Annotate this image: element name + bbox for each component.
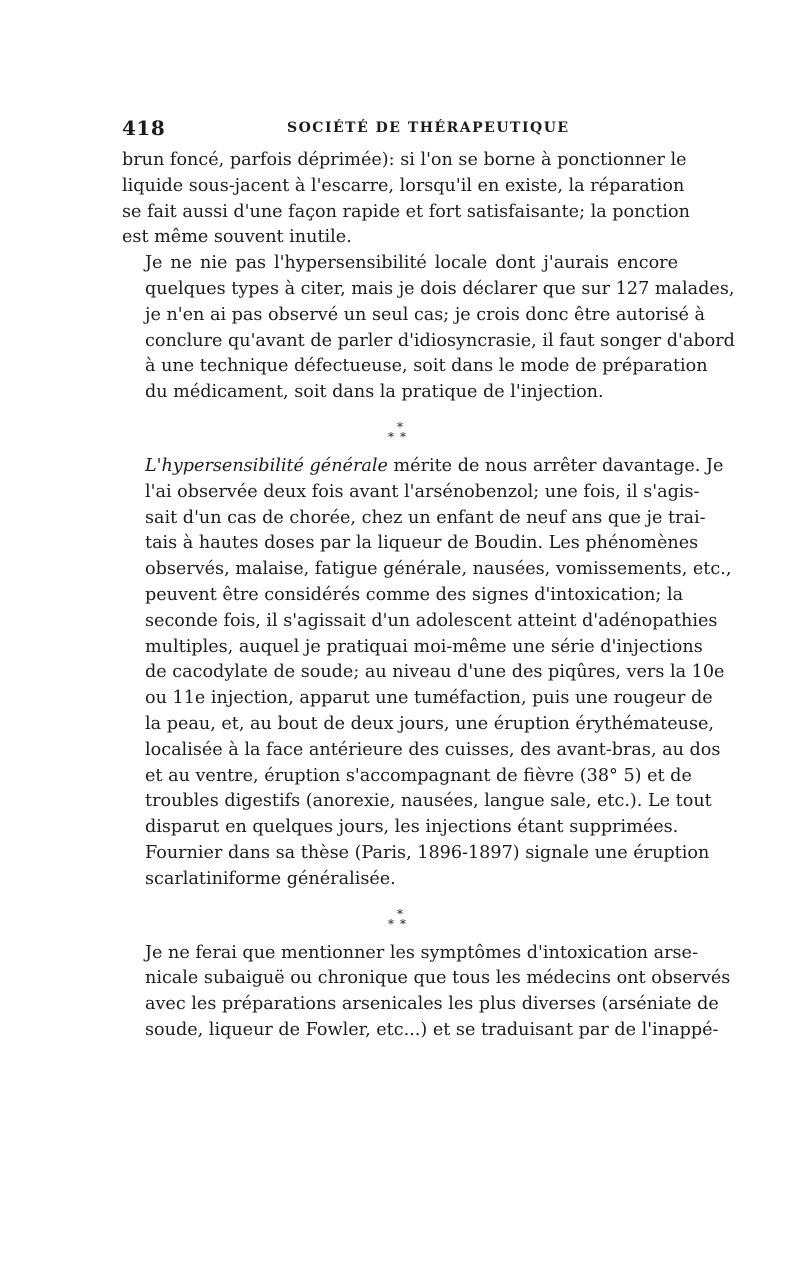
body-text bbox=[122, 148, 735, 1044]
text-line: Je ne nie pas l'hypersensibilité locale dont j'aurais encore bbox=[145, 253, 678, 274]
text-line: brun foncé, parfois déprimée): si l'on se borne à ponctionner le bbox=[122, 150, 687, 170]
text-line: la peau, et, au bout de deux jours, une éruption érythémateuse, bbox=[145, 713, 714, 734]
text-line: nicale subaiguë ou chronique que tous les médecins ont observés bbox=[145, 968, 731, 989]
text-line: troubles digestifs (anorexie, nausées, langue sale, etc.). Le tout bbox=[145, 791, 712, 812]
text-line: scarlatiniforme généralisée. bbox=[145, 868, 396, 889]
paragraph bbox=[122, 251, 735, 406]
book-page bbox=[122, 108, 735, 1044]
text-line: l'ai observée deux fois avant l'arsénobenzol; une fois, il s'agis- bbox=[145, 481, 700, 502]
text-line: peuvent être considérés comme des signes d'intoxication; la bbox=[145, 584, 684, 605]
text-line: tais à hautes doses par la liqueur de Boudin. Les phénomènes bbox=[145, 533, 699, 554]
text-line: du médicament, soit dans la pratique de l'injection. bbox=[145, 382, 604, 403]
text-line: seconde fois, il s'agissait d'un adolescent atteint d'adénopathies bbox=[145, 610, 718, 631]
text-line: quelques types à citer, mais je dois déclarer que sur 127 malades, bbox=[145, 278, 735, 299]
text-line: disparut en quelques jours, les injections étant supprimées. bbox=[145, 817, 679, 838]
paragraph bbox=[122, 941, 731, 1044]
page-number: 418 bbox=[122, 116, 166, 140]
paragraph bbox=[122, 454, 732, 841]
running-title: SOCIÉTÉ DE THÉRAPEUTIQUE bbox=[287, 120, 570, 136]
text-line: je n'en ai pas observé un seul cas; je crois donc être autorisé à bbox=[145, 304, 705, 325]
text-line: Je ne ferai que mentionner les symptômes d'intoxication arse- bbox=[145, 942, 698, 963]
asterism-divider bbox=[122, 906, 678, 931]
asterism-divider bbox=[122, 419, 678, 444]
text-line: et au ventre, éruption s'accompagnant de fièvre (38° 5) et de bbox=[145, 765, 692, 786]
text-line: observés, malaise, fatigue générale, nausées, vomissements, etc., bbox=[145, 559, 732, 580]
text-line: sait d'un cas de chorée, chez un enfant de neuf ans que je trai- bbox=[145, 507, 706, 528]
text-fragment: mérite de nous arrêter davantage. Je bbox=[387, 455, 724, 476]
text-line: avec les préparations arsenicales les plus diverses (arséniate de bbox=[145, 994, 719, 1015]
asterism-bottom: ** bbox=[388, 916, 412, 931]
text-line: conclure qu'avant de parler d'idiosyncrasie, il faut songer d'abord bbox=[145, 330, 735, 351]
text-line: se fait aussi d'une façon rapide et fort satisfaisante; la ponction bbox=[122, 201, 690, 222]
page-header bbox=[122, 108, 678, 148]
text-line bbox=[122, 454, 724, 480]
text-line: soude, liqueur de Fowler, etc...) et se traduisant par de l'inappé- bbox=[145, 1019, 719, 1040]
paragraph bbox=[122, 148, 690, 251]
text-line: ou 11e injection, apparut une tuméfaction, puis une rougeur de bbox=[145, 688, 713, 709]
text-line: liquide sous-jacent à l'escarre, lorsqu'il en existe, la réparation bbox=[122, 175, 685, 196]
text-line: de cacodylate de soude; au niveau d'une des piqûres, vers la 10e bbox=[145, 662, 725, 683]
paragraph bbox=[122, 841, 710, 893]
asterism-top: * bbox=[397, 906, 403, 921]
asterism-bottom: ** bbox=[388, 429, 412, 444]
asterism-top: * bbox=[397, 419, 403, 434]
text-line: est même souvent inutile. bbox=[122, 227, 352, 248]
italic-lead: L'hypersensibilité générale bbox=[145, 455, 388, 476]
text-line: à une technique défectueuse, soit dans le mode de préparation bbox=[145, 356, 708, 377]
text-line: localisée à la face antérieure des cuisses, des avant-bras, au dos bbox=[145, 739, 721, 760]
text-line: Fournier dans sa thèse (Paris, 1896-1897) signale une éruption bbox=[145, 842, 710, 863]
text-line: multiples, auquel je pratiquai moi-même une série d'injections bbox=[145, 636, 703, 657]
